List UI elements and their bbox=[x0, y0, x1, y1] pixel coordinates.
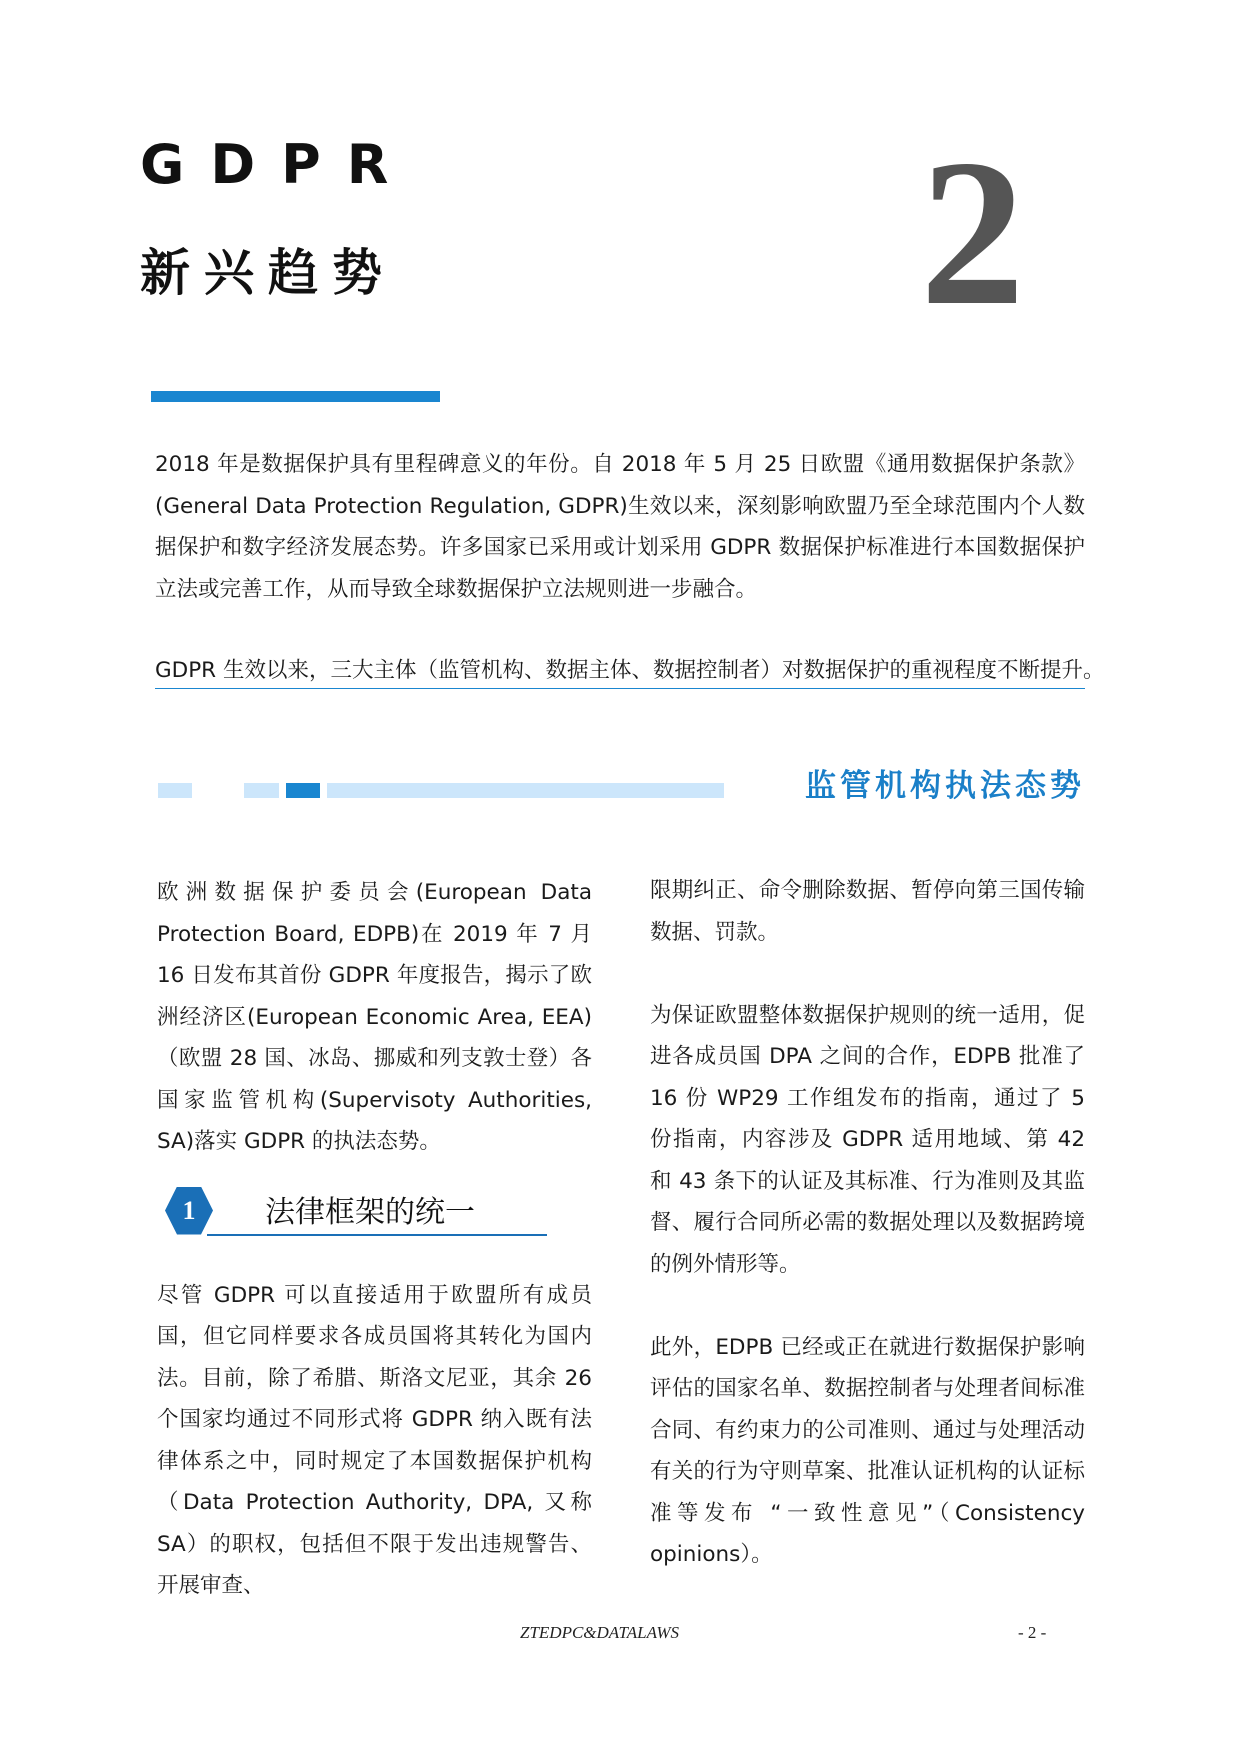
subheading-title: 法律框架的统一 bbox=[265, 1194, 475, 1230]
chapter-number: 2 bbox=[920, 117, 1025, 349]
divider-segment bbox=[244, 783, 279, 798]
left-paragraph-2: 尽管 GDPR 可以直接适用于欧盟所有成员国，但它同样要求各成员国将其转化为国内法。目前，除了希腊、斯洛文尼亚，其余 26 个国家均通过不同形式将 GDPR 纳入既有法律体系之中，同时规定了本国数据保护机构（Data Protection Authority, DPA, 又称 SA）的职权，包括但不限于发出违规警告、开展审查、 bbox=[157, 1282, 592, 1598]
divider-segment bbox=[158, 783, 192, 798]
footer-source: ZTEDPC&DATALAWS bbox=[520, 1623, 679, 1642]
left-paragraph-1: 欧洲数据保护委员会(European Data Protection Board, EDPB)在 2019 年 7 月 16 日发布其首份 GDPR 年度报告，揭示了欧洲经济区(European Economic Area, EEA)（欧盟 28 国、冰岛、挪威和列支敦士登）各国家监管机构(Supervisoty Authorities, SA)落实 GDPR 的执法态势。 bbox=[157, 880, 592, 1154]
section-heading: 监管机构执法态势 bbox=[805, 768, 1085, 804]
subheading bbox=[157, 1179, 592, 1251]
right-paragraph-1: 限期纠正、命令删除数据、暂停向第三国传输数据、罚款。 bbox=[650, 878, 1085, 945]
right-column bbox=[650, 870, 1085, 1576]
subheading-underline bbox=[207, 1234, 547, 1236]
header-accent-bar bbox=[151, 391, 440, 402]
intro-highlight: GDPR 生效以来，三大主体（监管机构、数据主体、数据控制者）对数据保护的重视程度不断提升。 bbox=[155, 655, 1085, 689]
divider-segment-active bbox=[286, 783, 320, 798]
divider-segment bbox=[327, 783, 724, 798]
page-title-chinese: 新兴趋势 bbox=[140, 244, 396, 302]
left-column bbox=[157, 872, 592, 1607]
intro-paragraph: 2018 年是数据保护具有里程碑意义的年份。自 2018 年 5 月 25 日欧盟《通用数据保护条款》(General Data Protection Regulation, GDPR)生效以来，深刻影响欧盟乃至全球范围内个人数据保护和数字经济发展态势。许多国家已采用或计划采用 GDPR 数据保护标准进行本国数据保护立法或完善工作，从而导致全球数据保护立法规则进一步融合。 bbox=[155, 452, 1085, 602]
subheading-number: 1 bbox=[182, 1195, 196, 1225]
page-number: - 2 - bbox=[1018, 1623, 1047, 1642]
right-paragraph-2: 为保证欧盟整体数据保护规则的统一适用，促进各成员国 DPA 之间的合作，EDPB 批准了 16 份 WP29 工作组发布的指南，通过了 5 份指南，内容涉及 GDPR 适用地域、第 42 和 43 条下的认证及其标准、行为准则及其监督、履行合同所必需的数据处理以及数据跨境的例外情形等。 bbox=[650, 1002, 1085, 1277]
right-paragraph-3: 此外，EDPB 已经或正在就进行数据保护影响评估的国家名单、数据控制者与处理者间标准合同、有约束力的公司准则、通过与处理活动有关的行为守则草案、批准认证机构的认证标准等发布 “一致性意见”（Consistency opinions）。 bbox=[650, 1334, 1085, 1567]
page-title-english: GDPR bbox=[140, 133, 415, 196]
